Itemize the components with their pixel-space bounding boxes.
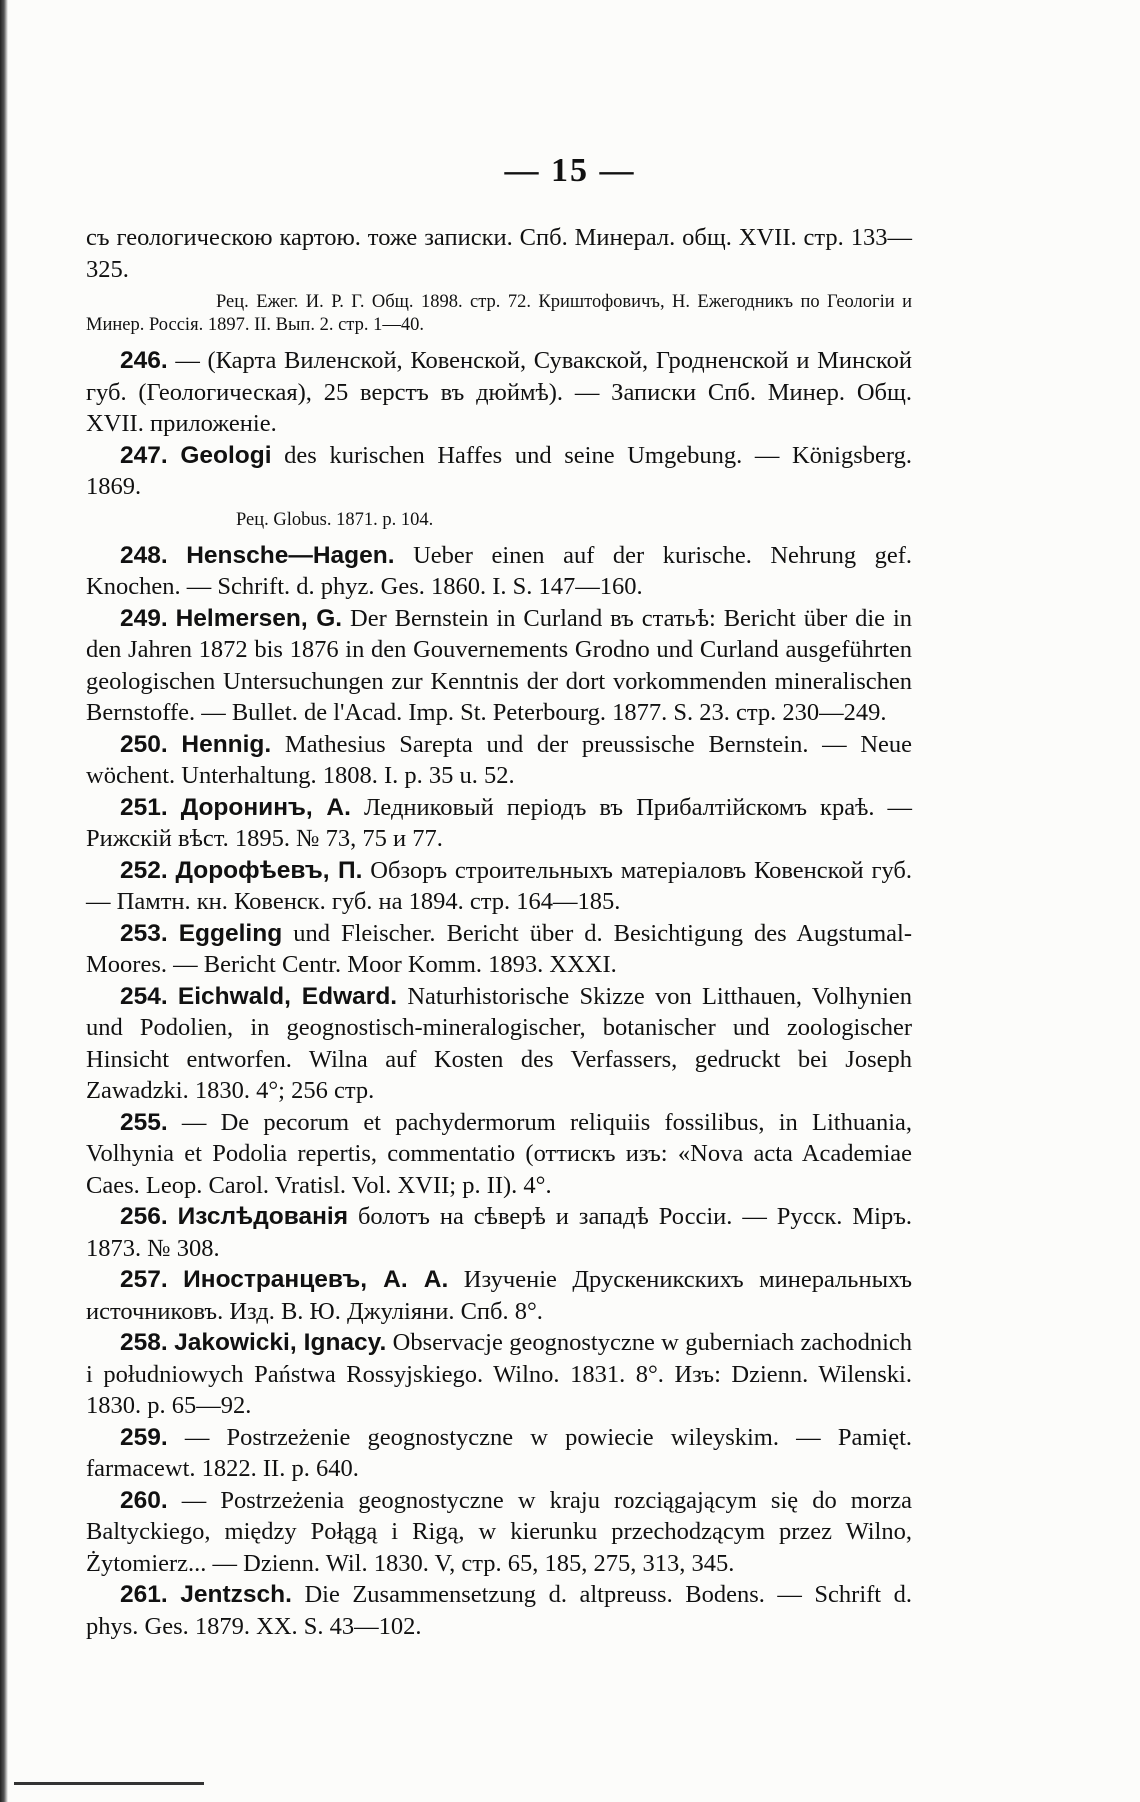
bibliography-entry [86,345,912,440]
bibliography-entry [86,792,912,855]
entry-text: Ледниковый періодъ въ Прибалтійскомъ краѣ. — Рижскій вѣст. 1895. № 73, 75 и 77. [86,793,913,852]
entry-text: — (Карта Виленской, Ковенской, Сувакской, Гродненской и Минской губ. (Геологическая), 25 верстъ въ дюймѣ). — Записки Спб. Минер. Общ. XVII. приложеніе. [86,347,912,437]
entry-number: 249. [120,604,168,632]
entry-text: des kurischen Haffes und seine Umgebung. — Königsberg. 1869. [86,441,912,500]
entry-number: 261. [120,1581,168,1608]
bibliography-entry [86,918,912,981]
entry-number: 259. [120,1423,168,1451]
entry-text: болотъ на сѣверѣ и западѣ Россіи. — Русск. Міръ. 1873. № 308. [86,1203,913,1262]
entry-author: Eggeling [178,919,283,947]
entry-text: Observacje geognostyczne w guberniach zachodnich i południowych Państwa Rossyjskiego. Wilno. 1831. 8°. Изъ: Dzienn. Wilenski. 1830. p. 65—92. [86,1329,913,1419]
bibliography-entry [86,981,912,1107]
entry-number: 246. [120,347,168,374]
bibliography-entry [86,1264,912,1327]
entry-number: 248. [120,541,168,569]
bibliography-entry [86,1485,912,1580]
entry-text: Die Zusammensetzung d. altpreuss. Bodens. — Schrift d. phys. Ges. 1879. XX. S. 43—102. [86,1581,913,1640]
entry-text: — Postrzeżenie geognostyczne w powiecie wileyskim. — Pamięt. farmacewt. 1822. II. p. 640. [86,1423,913,1482]
entry-text: Обзоръ строительныхъ матеріаловъ Ковенской губ. — Памтн. кн. Ковенск. губ. на 1894. стр. 164—185. [86,856,913,915]
entry-text: Изученіе Друскеникскихъ минеральныхъ источниковъ. Изд. В. Ю. Джуліяни. Спб. 8°. [86,1266,913,1325]
entry-number: 256. [120,1203,168,1230]
entry-author: Jakowicki, Ignacy. [174,1329,387,1356]
page-bottom-mark [14,1782,204,1785]
entry-text: — De pecorum et pachydermorum reliquiis fossilibus, in Lithuania, Volhynia et Podolia repertis, commentatio (оттискъ изъ: «Nova acta Academiae Caes. Leop. Carol. Vratisl. Vol. XVII; p. II). 4°. [86,1108,913,1199]
entry-number: 251. [120,793,168,821]
page-left-edge [0,0,8,1802]
entry-number: 250. [120,730,168,758]
entry-text: Der Bernstein in Curland въ статьѣ: Bericht über die in den Jahren 1872 bis 1876 in den Gouvernements Grodno und Curland ausgeführten geologischen Untersuchungen zur Kenntnis der dort vorkommenden mineralischen Bernstoffe. — Bullet. de l'Acad. Imp. St. Peterbourg. 1877. S. 23. стр. 230—249. [86,604,912,726]
entry-text: und Fleischer. Bericht über d. Besichtigung des Augstumal-Moores. — Bericht Centr. Moor Komm. 1893. XXXI. [86,919,913,978]
entry-number: 253. [120,919,168,947]
entry-author: Изслѣдованія [177,1203,349,1230]
entry-list [86,345,912,1642]
bibliography [86,222,912,1642]
bibliography-entry [86,1201,912,1264]
entry-author: Hennig. [181,730,272,758]
bibliography-entry [86,603,912,729]
bibliography-entry [86,1422,912,1485]
bibliography-entry [86,1579,912,1642]
continuation-review: Рец. Ежег. И. Р. Г. Общ. 1898. стр. 72. Криштофовичъ, Н. Ежегодникъ по Геологіи и Минер. Россія. 1897. II. Вып. 2. стр. 1—40. [86,292,912,335]
bibliography-entry [86,1327,912,1422]
entry-number: 260. [120,1486,168,1514]
bibliography-entry [86,540,912,603]
entry-text: Mathesius Sarepta und der preussische Bernstein. — Neue wöchent. Unterhaltung. 1808. I. p. 35 u. 52. [86,730,913,789]
entry-text: — Postrzeżenia geognostyczne w kraju rozciągającym się do morza Baltyckiego, między Połągą i Rigą, w kierunku przechodzącym przez Wilno, Żytomierz... — Dzienn. Wil. 1830. V, стр. 65, 185, 275, 313, 345. [86,1486,913,1577]
continuation-text: съ геологическою картою. тоже записки. Спб. Минерал. общ. XVII. стр. 133—325. [86,224,912,283]
entry-author: Иностранцевъ, А. А. [183,1266,449,1293]
page-number: — 15 — [504,152,636,189]
entry-number: 258. [120,1329,168,1356]
entry-number: 257. [120,1266,168,1293]
entry-author: Geologi [180,441,272,469]
entry-author: Дорофѣевъ, П. [175,856,363,884]
entry-author: Jentzsch. [180,1581,292,1608]
entry-number: 247. [120,441,168,469]
bibliography-entry [86,729,912,792]
entry-author: Доронинъ, А. [180,793,351,821]
bibliography-entry [86,855,912,918]
entry-number: 252. [120,856,168,884]
entry-text: Naturhistorische Skizze von Litthauen, Volhynien und Podolien, in geognostisch-mineralogischer, botanischer und zoologischer Hinsicht entworfen. Wilna auf Kosten des Verfassers, gedruckt bei Joseph Zawadzki. 1830. 4°; 256 стр. [86,982,913,1104]
entry-author: Eichwald, Edward. [177,982,398,1010]
bibliography-entry [86,440,912,503]
entry-review: Рец. Globus. 1871. p. 104. [236,509,434,530]
entry-number: 255. [120,1108,168,1136]
entry-number: 254. [120,982,168,1010]
entry-author: Helmersen, G. [175,604,343,632]
bibliography-entry [86,1107,912,1202]
entry-author: Hensche—Hagen. [186,541,395,569]
entry-text: Ueber einen auf der kurische. Nehrung gef. Knochen. — Schrift. d. phyz. Ges. 1860. I. S. 147—160. [86,541,913,600]
